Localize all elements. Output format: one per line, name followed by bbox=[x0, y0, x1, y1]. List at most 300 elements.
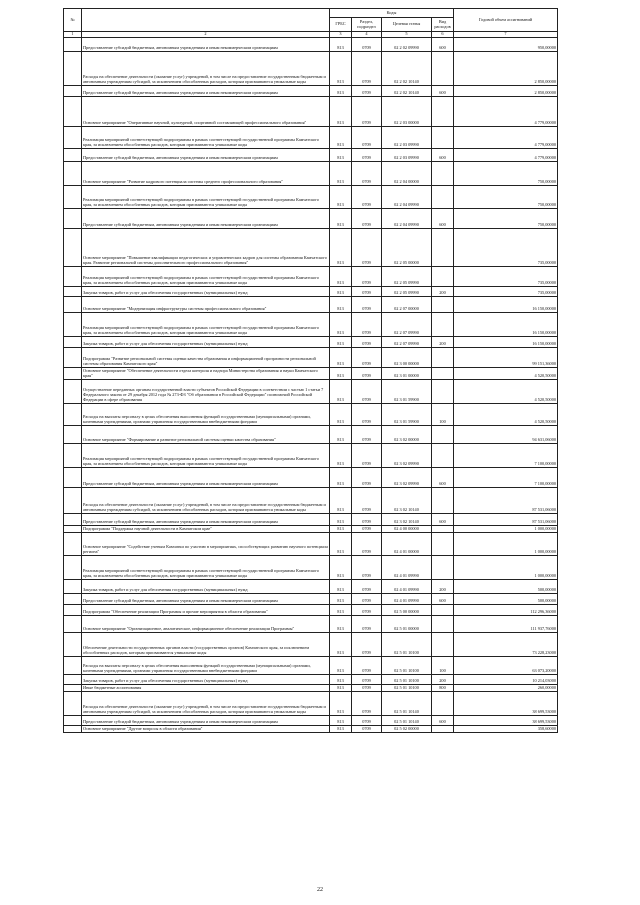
row-number-cell bbox=[64, 297, 82, 313]
column-number: 3 bbox=[330, 32, 352, 38]
table-row bbox=[64, 692, 558, 716]
table-row bbox=[64, 229, 558, 267]
row-target-article-cell: 02 3 01 59900 bbox=[382, 380, 432, 404]
row-expense-type-cell: 600 bbox=[432, 716, 454, 726]
row-target-article-cell: 02 4 01 09990 bbox=[382, 594, 432, 605]
row-number-cell bbox=[64, 186, 82, 209]
row-grbs-cell: 813 bbox=[330, 444, 352, 468]
row-expense-type-cell: 600 bbox=[432, 468, 454, 488]
row-razdel-cell: 0709 bbox=[352, 313, 382, 337]
row-amount-cell: 750,00000 bbox=[454, 186, 558, 209]
row-razdel-cell: 0709 bbox=[352, 692, 382, 716]
table-row bbox=[64, 404, 558, 426]
table-row bbox=[64, 444, 558, 468]
row-name-cell: Закупка товаров, работ и услуг для обеспечения государственных (муниципальных) нужд bbox=[82, 337, 330, 348]
row-name-cell: Реализация мероприятий соответствующей подпрограммы в рамках соответствующей государственной программы Камчатского края, за исключением обособленных расходов, которым присваиваются уникальные коды bbox=[82, 186, 330, 209]
row-name-cell: Предоставление субсидий бюджетным, автономным учреждениям и иным некоммерческим организациям bbox=[82, 468, 330, 488]
row-number-cell bbox=[64, 380, 82, 404]
row-grbs-cell: 813 bbox=[330, 526, 352, 533]
row-amount-cell: 260,00000 bbox=[454, 685, 558, 692]
row-target-article-cell: 02 2 07 09990 bbox=[382, 337, 432, 348]
row-razdel-cell: 0709 bbox=[352, 287, 382, 297]
row-grbs-cell: 813 bbox=[330, 97, 352, 127]
table-row bbox=[64, 162, 558, 186]
row-razdel-cell: 0709 bbox=[352, 468, 382, 488]
row-name-cell: Реализация мероприятий соответствующей подпрограммы в рамках соответствующей государственной программы Камчатского края, за исключением обособленных расходов, которым присваиваются уникальные коды bbox=[82, 267, 330, 287]
row-expense-type-cell: 200 bbox=[432, 580, 454, 594]
row-grbs-cell: 813 bbox=[330, 726, 352, 733]
row-razdel-cell: 0709 bbox=[352, 368, 382, 380]
row-razdel-cell: 0709 bbox=[352, 267, 382, 287]
row-razdel-cell: 0709 bbox=[352, 716, 382, 726]
row-grbs-cell: 813 bbox=[330, 605, 352, 616]
row-amount-cell: 750,00000 bbox=[454, 162, 558, 186]
row-expense-type-cell: 200 bbox=[432, 337, 454, 348]
row-grbs-cell: 813 bbox=[330, 368, 352, 380]
row-razdel-cell: 0709 bbox=[352, 594, 382, 605]
row-amount-cell: 1 000,00000 bbox=[454, 556, 558, 580]
row-number-cell bbox=[64, 404, 82, 426]
row-razdel-cell: 0709 bbox=[352, 514, 382, 526]
row-number-cell bbox=[64, 533, 82, 556]
row-grbs-cell: 813 bbox=[330, 468, 352, 488]
table-row bbox=[64, 526, 558, 533]
row-name-cell: Основное мероприятие "Повышение квалификации педагогических и управленческих кадров для системы образования Камчатского края. Развитие региональной системы дополнительного профессионального образования" bbox=[82, 229, 330, 267]
row-name-cell: Предоставление субсидий бюджетным, автономным учреждениям и иным некоммерческим организациям bbox=[82, 716, 330, 726]
row-expense-type-cell bbox=[432, 726, 454, 733]
row-amount-cell: 735,00000 bbox=[454, 267, 558, 287]
row-grbs-cell: 813 bbox=[330, 337, 352, 348]
row-number-cell bbox=[64, 657, 82, 675]
row-number-cell bbox=[64, 38, 82, 52]
row-number-cell bbox=[64, 685, 82, 692]
row-number-cell bbox=[64, 162, 82, 186]
row-expense-type-cell: 200 bbox=[432, 675, 454, 685]
row-number-cell bbox=[64, 633, 82, 657]
row-expense-type-cell: 600 bbox=[432, 149, 454, 162]
row-expense-type-cell bbox=[432, 368, 454, 380]
table-row bbox=[64, 594, 558, 605]
row-grbs-cell: 813 bbox=[330, 348, 352, 368]
row-amount-cell: 63 073,20000 bbox=[454, 657, 558, 675]
row-expense-type-cell bbox=[432, 533, 454, 556]
row-razdel-cell: 0709 bbox=[352, 209, 382, 229]
row-grbs-cell: 813 bbox=[330, 162, 352, 186]
row-name-cell: Осуществление переданных органам государственной власти субъектов Российской Федерации в соответствии с частью 1 статьи 7 Федерального закона от 29 декабря 2012 года № 273-ФЗ "Об образовании в Российской Федерации" полномочий Российской Федерации в сфере образования bbox=[82, 380, 330, 404]
table-row bbox=[64, 675, 558, 685]
row-amount-cell: 16 150,00000 bbox=[454, 313, 558, 337]
row-target-article-cell: 02 3 02 10140 bbox=[382, 488, 432, 514]
row-number-cell bbox=[64, 444, 82, 468]
table-row bbox=[64, 97, 558, 127]
row-amount-cell: 16 150,00000 bbox=[454, 337, 558, 348]
row-number-cell bbox=[64, 488, 82, 514]
row-amount-cell: 735,00000 bbox=[454, 229, 558, 267]
table-row bbox=[64, 716, 558, 726]
table-body bbox=[64, 38, 558, 733]
row-grbs-cell: 813 bbox=[330, 716, 352, 726]
table-row bbox=[64, 38, 558, 52]
row-name-cell: Основное мероприятие "Формирование и развитие региональной системы оценки качества образования" bbox=[82, 426, 330, 444]
row-number-cell bbox=[64, 594, 82, 605]
row-name-cell: Основное мероприятие "Другие вопросы в области образования" bbox=[82, 726, 330, 733]
row-expense-type-cell bbox=[432, 605, 454, 616]
row-target-article-cell: 02 2 07 09990 bbox=[382, 313, 432, 337]
row-razdel-cell: 0709 bbox=[352, 97, 382, 127]
row-razdel-cell: 0709 bbox=[352, 52, 382, 86]
row-name-cell: Реализация мероприятий соответствующей подпрограммы в рамках соответствующей государственной программы Камчатского края, за исключением обособленных расходов, которым присваиваются уникальные коды bbox=[82, 444, 330, 468]
row-number-cell bbox=[64, 468, 82, 488]
row-razdel-cell: 0709 bbox=[352, 380, 382, 404]
header-name bbox=[82, 9, 330, 32]
row-target-article-cell: 02 2 05 09990 bbox=[382, 267, 432, 287]
row-target-article-cell: 02 5 00 00000 bbox=[382, 605, 432, 616]
row-target-article-cell: 02 5 01 10100 bbox=[382, 657, 432, 675]
row-expense-type-cell bbox=[432, 97, 454, 127]
row-grbs-cell: 813 bbox=[330, 52, 352, 86]
table-row bbox=[64, 514, 558, 526]
row-grbs-cell: 813 bbox=[330, 580, 352, 594]
row-target-article-cell: 02 5 01 10140 bbox=[382, 692, 432, 716]
row-expense-type-cell: 600 bbox=[432, 514, 454, 526]
row-expense-type-cell bbox=[432, 633, 454, 657]
row-expense-type-cell: 600 bbox=[432, 209, 454, 229]
row-name-cell: Расходы на обеспечение деятельности (оказание услуг) учреждений, в том числе на предоставление государственным бюджетным и автономным учреждениям субсидий, за исключением обособленных расходов, которым присваиваются уникальные коды bbox=[82, 52, 330, 86]
row-razdel-cell: 0709 bbox=[352, 726, 382, 733]
row-target-article-cell: 02 3 02 09990 bbox=[382, 444, 432, 468]
row-expense-type-cell bbox=[432, 526, 454, 533]
table-row bbox=[64, 380, 558, 404]
row-expense-type-cell bbox=[432, 52, 454, 86]
row-target-article-cell: 02 2 05 00000 bbox=[382, 229, 432, 267]
table-row bbox=[64, 52, 558, 86]
table-row bbox=[64, 313, 558, 337]
row-grbs-cell: 813 bbox=[330, 633, 352, 657]
table-row bbox=[64, 348, 558, 368]
row-name-cell: Подпрограмма "Развитие региональной системы оценки качества образования и информационной прозрачности региональной системы образования Камчатского края" bbox=[82, 348, 330, 368]
column-number: 7 bbox=[454, 32, 558, 38]
row-number-cell bbox=[64, 426, 82, 444]
row-grbs-cell: 813 bbox=[330, 127, 352, 149]
row-expense-type-cell bbox=[432, 488, 454, 514]
row-number-cell bbox=[64, 86, 82, 97]
row-razdel-cell: 0709 bbox=[352, 404, 382, 426]
row-grbs-cell: 813 bbox=[330, 426, 352, 444]
row-razdel-cell: 0709 bbox=[352, 685, 382, 692]
row-expense-type-cell: 600 bbox=[432, 38, 454, 52]
row-name-cell: Расходы на выплаты персоналу в целях обеспечения выполнения функций государственными (муниципальными) органами, казенными учреждениями, органами управления государственными внебюджетными фондами bbox=[82, 657, 330, 675]
column-number: 6 bbox=[432, 32, 454, 38]
row-grbs-cell: 813 bbox=[330, 297, 352, 313]
row-name-cell: Расходы на обеспечение деятельности (оказание услуг) учреждений, в том числе на предоставление государственным бюджетным и автономным учреждениям субсидий, за исключением обособленных расходов, которым присваиваются уникальные коды bbox=[82, 488, 330, 514]
row-grbs-cell: 813 bbox=[330, 594, 352, 605]
row-razdel-cell: 0709 bbox=[352, 533, 382, 556]
table-row bbox=[64, 580, 558, 594]
row-grbs-cell: 813 bbox=[330, 267, 352, 287]
row-razdel-cell: 0709 bbox=[352, 426, 382, 444]
row-name-cell: Реализация мероприятий соответствующей подпрограммы в рамках соответствующей государственной программы Камчатского края, за исключением обособленных расходов, которым присваиваются уникальные коды bbox=[82, 556, 330, 580]
row-amount-cell: 1 000,00000 bbox=[454, 526, 558, 533]
row-grbs-cell: 813 bbox=[330, 556, 352, 580]
row-expense-type-cell bbox=[432, 297, 454, 313]
row-amount-cell: 10 214,03000 bbox=[454, 675, 558, 685]
row-razdel-cell: 0709 bbox=[352, 526, 382, 533]
row-name-cell: Основное мероприятие "Организационное, аналитическое, информационное обеспечение реализации Программы" bbox=[82, 616, 330, 633]
row-amount-cell: 500,00000 bbox=[454, 594, 558, 605]
row-expense-type-cell: 600 bbox=[432, 86, 454, 97]
row-target-article-cell: 02 3 02 10140 bbox=[382, 514, 432, 526]
table-row bbox=[64, 337, 558, 348]
row-razdel-cell: 0709 bbox=[352, 162, 382, 186]
table-row bbox=[64, 267, 558, 287]
row-number-cell bbox=[64, 514, 82, 526]
row-expense-type-cell bbox=[432, 692, 454, 716]
row-razdel-cell: 0709 bbox=[352, 657, 382, 675]
row-name-cell: Расходы на выплаты персоналу в целях обеспечения выполнения функций государственными (муниципальными) органами, казенными учреждениями, органами управления государственными внебюджетными фондами bbox=[82, 404, 330, 426]
row-grbs-cell: 813 bbox=[330, 229, 352, 267]
row-target-article-cell: 02 3 02 09990 bbox=[382, 468, 432, 488]
row-number-cell bbox=[64, 526, 82, 533]
row-number-cell bbox=[64, 267, 82, 287]
header-number: № bbox=[64, 9, 82, 32]
table-row bbox=[64, 297, 558, 313]
row-number-cell bbox=[64, 52, 82, 86]
row-amount-cell: 38 699,53000 bbox=[454, 716, 558, 726]
row-name-cell: Закупка товаров, работ и услуг для обеспечения государственных (муниципальных) нужд bbox=[82, 287, 330, 297]
row-target-article-cell: 02 2 03 09990 bbox=[382, 127, 432, 149]
header-razdel: Раздел, подраздел bbox=[352, 18, 382, 32]
column-number: 2 bbox=[82, 32, 330, 38]
row-number-cell bbox=[64, 675, 82, 685]
row-name-cell: Расходы на обеспечение деятельности (оказание услуг) учреждений, в том числе на предоставление государственным бюджетным и автономным учреждениям субсидий, за исключением обособленных расходов, которым присваиваются уникальные коды bbox=[82, 692, 330, 716]
table-row bbox=[64, 426, 558, 444]
row-grbs-cell: 813 bbox=[330, 86, 352, 97]
row-grbs-cell: 813 bbox=[330, 287, 352, 297]
row-target-article-cell: 02 3 01 00000 bbox=[382, 368, 432, 380]
row-amount-cell: 87 531,06000 bbox=[454, 514, 558, 526]
row-target-article-cell: 02 5 01 00000 bbox=[382, 616, 432, 633]
table-row bbox=[64, 149, 558, 162]
row-razdel-cell: 0709 bbox=[352, 675, 382, 685]
row-number-cell bbox=[64, 605, 82, 616]
row-grbs-cell: 813 bbox=[330, 380, 352, 404]
row-grbs-cell: 813 bbox=[330, 533, 352, 556]
row-razdel-cell: 0709 bbox=[352, 580, 382, 594]
row-razdel-cell: 0709 bbox=[352, 348, 382, 368]
row-number-cell bbox=[64, 580, 82, 594]
row-target-article-cell: 02 2 02 09990 bbox=[382, 38, 432, 52]
row-name-cell: Реализация мероприятий соответствующей подпрограммы в рамках соответствующей государственной программы Камчатского края, за исключением обособленных расходов, которым присваиваются уникальные коды bbox=[82, 127, 330, 149]
row-target-article-cell: 02 5 01 10100 bbox=[382, 685, 432, 692]
row-expense-type-cell bbox=[432, 186, 454, 209]
row-amount-cell: 4 779,00000 bbox=[454, 127, 558, 149]
row-name-cell: Основное мероприятие "Оперативные научной, культурной, спортивной составляющей профессионального образования" bbox=[82, 97, 330, 127]
table-row bbox=[64, 657, 558, 675]
column-number: 5 bbox=[382, 32, 432, 38]
row-target-article-cell: 02 5 01 10100 bbox=[382, 675, 432, 685]
column-number: 4 bbox=[352, 32, 382, 38]
row-number-cell bbox=[64, 149, 82, 162]
column-number: 1 bbox=[64, 32, 82, 38]
row-grbs-cell: 813 bbox=[330, 488, 352, 514]
row-amount-cell: 73 228,23000 bbox=[454, 633, 558, 657]
header-cel: Целевая статья bbox=[382, 18, 432, 32]
row-target-article-cell: 02 2 04 09990 bbox=[382, 209, 432, 229]
row-name-cell: Иные бюджетные ассигнования bbox=[82, 685, 330, 692]
row-number-cell bbox=[64, 348, 82, 368]
row-name-cell: Предоставление субсидий бюджетным, автономным учреждениям и иным некоммерческим организациям bbox=[82, 514, 330, 526]
row-target-article-cell: 02 2 07 00000 bbox=[382, 297, 432, 313]
row-grbs-cell: 813 bbox=[330, 616, 352, 633]
row-amount-cell: 99 151,36000 bbox=[454, 348, 558, 368]
row-grbs-cell: 813 bbox=[330, 514, 352, 526]
row-name-cell: Подпрограмма "Обеспечение реализации Программы и прочие мероприятия в области образования" bbox=[82, 605, 330, 616]
row-amount-cell: 2 850,00000 bbox=[454, 52, 558, 86]
row-target-article-cell: 02 2 02 10140 bbox=[382, 86, 432, 97]
row-amount-cell: 735,00000 bbox=[454, 287, 558, 297]
table-row bbox=[64, 616, 558, 633]
row-number-cell bbox=[64, 229, 82, 267]
row-name-cell: Основное мероприятие "Обеспечение деятельности отдела контроля и надзора Министерства образования и науки Камчатского края" bbox=[82, 368, 330, 380]
row-razdel-cell: 0709 bbox=[352, 38, 382, 52]
row-razdel-cell: 0709 bbox=[352, 229, 382, 267]
row-grbs-cell: 813 bbox=[330, 38, 352, 52]
row-name-cell: Закупка товаров, работ и услуг для обеспечения государственных (муниципальных) нужд bbox=[82, 580, 330, 594]
row-amount-cell: 4 520,50000 bbox=[454, 404, 558, 426]
row-razdel-cell: 0709 bbox=[352, 605, 382, 616]
row-expense-type-cell bbox=[432, 556, 454, 580]
row-number-cell bbox=[64, 337, 82, 348]
row-expense-type-cell: 200 bbox=[432, 287, 454, 297]
table-row bbox=[64, 633, 558, 657]
row-name-cell: Обеспечение деятельности государственных органов власти (государственных органов) Камчатского края, за исключением обособленных расходов, которым присваиваются уникальные коды bbox=[82, 633, 330, 657]
row-name-cell: Предоставление субсидий бюджетным, автономным учреждениям и иным некоммерческим организациям bbox=[82, 149, 330, 162]
row-amount-cell: 950,00000 bbox=[454, 38, 558, 52]
row-number-cell bbox=[64, 368, 82, 380]
budget-table-sheet bbox=[63, 8, 557, 733]
row-target-article-cell: 02 2 03 00000 bbox=[382, 97, 432, 127]
row-target-article-cell: 02 2 02 10140 bbox=[382, 52, 432, 86]
row-grbs-cell: 813 bbox=[330, 186, 352, 209]
row-name-cell: Предоставление субсидий бюджетным, автономным учреждениям и иным некоммерческим организациям bbox=[82, 86, 330, 97]
row-grbs-cell: 813 bbox=[330, 692, 352, 716]
row-razdel-cell: 0709 bbox=[352, 488, 382, 514]
row-target-article-cell: 02 4 01 09990 bbox=[382, 580, 432, 594]
row-number-cell bbox=[64, 692, 82, 716]
row-expense-type-cell bbox=[432, 616, 454, 633]
row-grbs-cell: 813 bbox=[330, 685, 352, 692]
row-number-cell bbox=[64, 716, 82, 726]
table-row bbox=[64, 488, 558, 514]
row-expense-type-cell bbox=[432, 444, 454, 468]
row-grbs-cell: 813 bbox=[330, 149, 352, 162]
row-expense-type-cell: 600 bbox=[432, 594, 454, 605]
row-grbs-cell: 813 bbox=[330, 209, 352, 229]
row-expense-type-cell: 100 bbox=[432, 657, 454, 675]
row-target-article-cell: 02 5 02 00000 bbox=[382, 726, 432, 733]
row-name-cell: Предоставление субсидий бюджетным, автономным учреждениям и иным некоммерческим организациям bbox=[82, 38, 330, 52]
table-row bbox=[64, 186, 558, 209]
row-razdel-cell: 0709 bbox=[352, 149, 382, 162]
row-razdel-cell: 0709 bbox=[352, 127, 382, 149]
row-razdel-cell: 0709 bbox=[352, 444, 382, 468]
table-row bbox=[64, 726, 558, 733]
header-codes: Коды bbox=[330, 9, 454, 18]
row-target-article-cell: 02 4 00 00000 bbox=[382, 526, 432, 533]
row-name-cell: Основное мероприятие "Модернизация инфраструктуры системы профессионального образования" bbox=[82, 297, 330, 313]
header-volume: Годовой объем ассигнований bbox=[454, 9, 558, 32]
row-grbs-cell: 813 bbox=[330, 675, 352, 685]
header-vid: Вид расходов bbox=[432, 18, 454, 32]
row-number-cell bbox=[64, 556, 82, 580]
row-expense-type-cell bbox=[432, 229, 454, 267]
row-grbs-cell: 813 bbox=[330, 404, 352, 426]
row-razdel-cell: 0709 bbox=[352, 86, 382, 97]
table-row bbox=[64, 127, 558, 149]
row-target-article-cell: 02 2 05 09990 bbox=[382, 287, 432, 297]
row-name-cell: Реализация мероприятий соответствующей подпрограммы в рамках соответствующей государственной программы Камчатского края, за исключением обособленных расходов, которым присваиваются уникальные коды bbox=[82, 313, 330, 337]
row-target-article-cell: 02 2 03 09990 bbox=[382, 149, 432, 162]
row-expense-type-cell bbox=[432, 162, 454, 186]
row-amount-cell: 94 631,06000 bbox=[454, 426, 558, 444]
row-expense-type-cell bbox=[432, 127, 454, 149]
row-amount-cell: 4 520,50000 bbox=[454, 380, 558, 404]
row-target-article-cell: 02 4 01 09990 bbox=[382, 556, 432, 580]
row-target-article-cell: 02 3 01 59900 bbox=[382, 404, 432, 426]
row-target-article-cell: 02 3 00 00000 bbox=[382, 348, 432, 368]
row-name-cell: Основное мероприятие "Развитие кадрового потенциала системы среднего профессионального образования" bbox=[82, 162, 330, 186]
row-expense-type-cell: 800 bbox=[432, 685, 454, 692]
table-row bbox=[64, 468, 558, 488]
row-target-article-cell: 02 2 04 09990 bbox=[382, 186, 432, 209]
header-grbs: ГРБС bbox=[330, 18, 352, 32]
row-amount-cell: 1 000,00000 bbox=[454, 533, 558, 556]
row-number-cell bbox=[64, 97, 82, 127]
table-row bbox=[64, 287, 558, 297]
row-amount-cell: 500,00000 bbox=[454, 580, 558, 594]
row-target-article-cell: 02 2 04 00000 bbox=[382, 162, 432, 186]
row-razdel-cell: 0709 bbox=[352, 337, 382, 348]
row-amount-cell: 750,00000 bbox=[454, 209, 558, 229]
table-row bbox=[64, 368, 558, 380]
row-amount-cell: 87 531,06000 bbox=[454, 488, 558, 514]
row-number-cell bbox=[64, 209, 82, 229]
row-amount-cell: 38 699,53000 bbox=[454, 692, 558, 716]
table-row bbox=[64, 556, 558, 580]
row-target-article-cell: 02 4 01 00000 bbox=[382, 533, 432, 556]
row-name-cell: Подпрограмма "Поддержка научной деятельности в Камчатском крае" bbox=[82, 526, 330, 533]
table-row bbox=[64, 209, 558, 229]
row-name-cell: Предоставление субсидий бюджетным, автономным учреждениям и иным некоммерческим организациям bbox=[82, 594, 330, 605]
row-target-article-cell: 02 5 01 10140 bbox=[382, 716, 432, 726]
row-razdel-cell: 0709 bbox=[352, 633, 382, 657]
row-razdel-cell: 0709 bbox=[352, 186, 382, 209]
row-expense-type-cell bbox=[432, 380, 454, 404]
row-razdel-cell: 0709 bbox=[352, 556, 382, 580]
row-number-cell bbox=[64, 616, 82, 633]
row-expense-type-cell: 100 bbox=[432, 404, 454, 426]
budget-table bbox=[63, 8, 558, 733]
row-expense-type-cell bbox=[432, 426, 454, 444]
table-row bbox=[64, 605, 558, 616]
row-target-article-cell: 02 3 02 00000 bbox=[382, 426, 432, 444]
table-row bbox=[64, 685, 558, 692]
row-amount-cell: 4 779,00000 bbox=[454, 149, 558, 162]
row-name-cell: Закупка товаров, работ и услуг для обеспечения государственных (муниципальных) нужд bbox=[82, 675, 330, 685]
row-amount-cell: 111 937,76000 bbox=[454, 616, 558, 633]
row-amount-cell: 7 100,00000 bbox=[454, 468, 558, 488]
row-expense-type-cell bbox=[432, 267, 454, 287]
